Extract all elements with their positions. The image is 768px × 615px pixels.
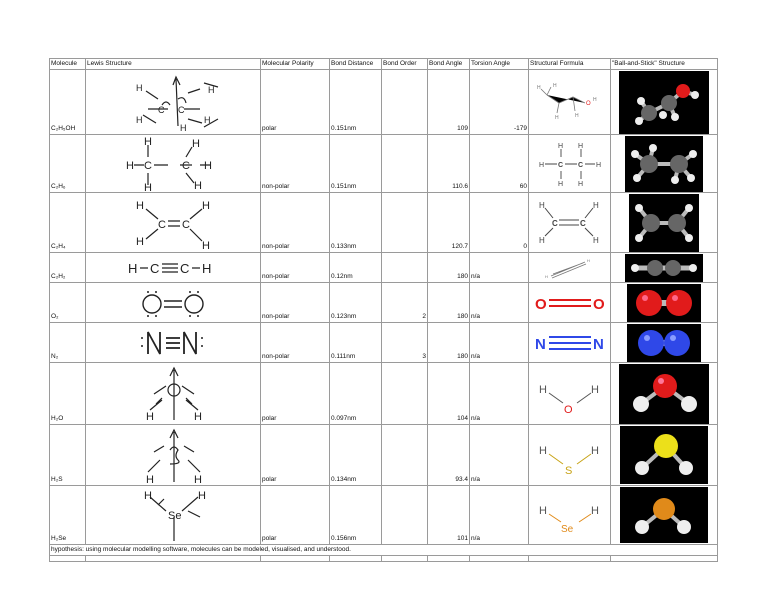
svg-text:N: N xyxy=(534,335,546,353)
blank-cell xyxy=(428,556,470,562)
svg-text:H: H xyxy=(204,159,212,172)
lewis-sketch xyxy=(86,135,261,193)
svg-text:H: H xyxy=(552,83,557,89)
angle-cell: 120.7 xyxy=(428,193,470,253)
order-cell xyxy=(382,425,428,486)
order-cell xyxy=(382,363,428,425)
blank-cell xyxy=(382,556,428,562)
order-cell xyxy=(382,193,428,253)
order-cell xyxy=(382,135,428,193)
water-model-icon xyxy=(619,364,709,424)
oxygen-model-icon xyxy=(627,284,701,322)
ethanol-model-icon xyxy=(619,71,709,134)
blank-cell xyxy=(470,556,529,562)
blank-cell xyxy=(86,556,261,562)
distance-cell: 0.151nm xyxy=(330,135,382,193)
svg-text:C: C xyxy=(551,218,558,228)
angle-cell: 109 xyxy=(428,70,470,135)
polarity-cell: non-polar xyxy=(261,135,330,193)
nitrogen-formula-icon xyxy=(531,325,609,361)
molecule-name: C₂H₂ xyxy=(50,253,86,283)
svg-text:H: H xyxy=(538,200,545,210)
polarity-cell: polar xyxy=(261,363,330,425)
distance-cell: 0.123nm xyxy=(330,283,382,323)
table-row xyxy=(50,70,718,135)
ethane-formula-icon xyxy=(531,139,609,189)
svg-text:H: H xyxy=(592,97,597,103)
svg-text:C: C xyxy=(577,161,583,169)
distance-cell: 0.12nm xyxy=(330,253,382,283)
header-order: Bond Order xyxy=(382,59,428,70)
svg-text:H: H xyxy=(144,136,152,148)
structural-formula xyxy=(529,425,611,486)
svg-text:H: H xyxy=(136,199,144,212)
header-structural: Structural Formula xyxy=(529,59,611,70)
svg-text:H: H xyxy=(202,260,212,276)
svg-text:H: H xyxy=(194,474,202,484)
table-row xyxy=(50,283,718,323)
svg-text:N: N xyxy=(592,335,604,353)
table-row xyxy=(50,135,718,193)
order-cell xyxy=(382,70,428,135)
structural-formula xyxy=(529,253,611,283)
lewis-sketch xyxy=(86,253,261,283)
lewis-sketch xyxy=(86,486,261,545)
structural-formula xyxy=(529,70,611,135)
structural-formula xyxy=(529,283,611,323)
distance-cell: 0.111nm xyxy=(330,323,382,363)
distance-cell: 0.097nm xyxy=(330,363,382,425)
lewis-ethene-icon xyxy=(118,195,228,251)
svg-text:H: H xyxy=(538,383,547,396)
svg-text:H: H xyxy=(128,260,138,276)
svg-text:C: C xyxy=(182,159,190,172)
torsion-cell: n/a xyxy=(470,486,529,545)
svg-text:O: O xyxy=(592,295,605,313)
structural-formula xyxy=(529,323,611,363)
torsion-cell: 0 xyxy=(470,193,529,253)
svg-text:O: O xyxy=(585,101,591,107)
h2s-formula-icon xyxy=(531,430,609,480)
ethyne-formula-icon xyxy=(531,254,609,282)
order-cell xyxy=(382,486,428,545)
molecule-name: O₂ xyxy=(50,283,86,323)
lewis-sketch xyxy=(86,70,261,135)
svg-text:H: H xyxy=(144,181,152,191)
svg-text:H: H xyxy=(208,85,215,95)
angle-cell: 104 xyxy=(428,363,470,425)
svg-text:H: H xyxy=(536,85,541,91)
polarity-cell: polar xyxy=(261,425,330,486)
table-row xyxy=(50,253,718,283)
table-row xyxy=(50,193,718,253)
svg-text:H: H xyxy=(586,257,590,263)
ball-stick-model xyxy=(611,323,718,363)
svg-text:H: H xyxy=(577,180,583,188)
lewis-sketch xyxy=(86,283,261,323)
svg-text:H: H xyxy=(592,235,599,245)
ball-stick-model xyxy=(611,135,718,193)
water-formula-icon xyxy=(531,369,609,419)
lewis-h2se-icon xyxy=(118,487,228,543)
nitrogen-model-icon xyxy=(627,324,701,362)
header-row xyxy=(50,59,718,70)
svg-text:C: C xyxy=(144,159,152,172)
ball-stick-model xyxy=(611,70,718,135)
lewis-ethyne-icon xyxy=(118,254,228,282)
lewis-water-icon xyxy=(118,364,228,424)
blank-row xyxy=(50,556,718,562)
svg-text:C: C xyxy=(158,105,165,115)
angle-cell: 180 xyxy=(428,283,470,323)
molecule-name: N₂ xyxy=(50,323,86,363)
ball-stick-model xyxy=(611,253,718,283)
svg-text:C: C xyxy=(182,218,190,231)
torsion-cell: n/a xyxy=(470,283,529,323)
order-cell: 2 xyxy=(382,283,428,323)
svg-text:H: H xyxy=(136,235,144,248)
svg-text:H: H xyxy=(194,410,202,423)
molecule-name: C₂H₅OH xyxy=(50,70,86,135)
ethanol-formula-icon xyxy=(531,77,609,127)
order-cell xyxy=(382,253,428,283)
hypothesis-text: hypothesis: using molecular modelling software, molecules can be modeled, visualised, and understood. xyxy=(50,545,718,556)
svg-text:H: H xyxy=(198,490,206,502)
svg-text:H: H xyxy=(202,199,210,212)
svg-text:H: H xyxy=(204,115,211,125)
svg-text:H: H xyxy=(538,161,544,169)
svg-text:H: H xyxy=(544,273,548,279)
torsion-cell: -179 xyxy=(470,70,529,135)
svg-text:H: H xyxy=(194,179,202,191)
ball-stick-model xyxy=(611,283,718,323)
header-ball-stick: "Ball-and-Stick" Structure xyxy=(611,59,718,70)
svg-text:C: C xyxy=(158,218,166,231)
polarity-cell: non-polar xyxy=(261,283,330,323)
ball-stick-model xyxy=(611,193,718,253)
angle-cell: 93.4 xyxy=(428,425,470,486)
hypothesis-row xyxy=(50,545,718,556)
svg-text:H: H xyxy=(574,113,579,119)
header-polarity: Molecular Polarity xyxy=(261,59,330,70)
ethane-model-icon xyxy=(625,136,703,192)
polarity-cell: non-polar xyxy=(261,193,330,253)
svg-text:H: H xyxy=(538,505,547,517)
svg-text:H: H xyxy=(144,490,152,502)
blank-cell xyxy=(330,556,382,562)
header-angle: Bond Angle xyxy=(428,59,470,70)
svg-text:O: O xyxy=(563,403,573,416)
svg-text:H: H xyxy=(577,142,583,150)
table-row xyxy=(50,363,718,425)
torsion-cell: 60 xyxy=(470,135,529,193)
lewis-sketch xyxy=(86,323,261,363)
polarity-cell: polar xyxy=(261,70,330,135)
distance-cell: 0.133nm xyxy=(330,193,382,253)
svg-text:H: H xyxy=(136,115,143,125)
oxygen-formula-icon xyxy=(531,285,609,321)
svg-text:C: C xyxy=(180,260,190,276)
svg-text:H: H xyxy=(557,142,563,150)
table-row xyxy=(50,486,718,545)
svg-text:H: H xyxy=(146,474,154,484)
torsion-cell: n/a xyxy=(470,253,529,283)
svg-text:C: C xyxy=(178,105,185,115)
svg-text:Se: Se xyxy=(560,524,573,535)
torsion-cell: n/a xyxy=(470,425,529,486)
structural-formula xyxy=(529,135,611,193)
distance-cell: 0.151nm xyxy=(330,70,382,135)
h2se-model-icon xyxy=(620,487,708,543)
order-cell: 3 xyxy=(382,323,428,363)
distance-cell: 0.156nm xyxy=(330,486,382,545)
svg-text:H: H xyxy=(557,180,563,188)
torsion-cell: n/a xyxy=(470,363,529,425)
header-lewis: Lewis Structure xyxy=(86,59,261,70)
angle-cell: 180 xyxy=(428,253,470,283)
angle-cell: 180 xyxy=(428,323,470,363)
lewis-ethane-icon xyxy=(118,137,228,191)
h2s-model-icon xyxy=(620,426,708,484)
svg-text:C: C xyxy=(150,260,160,276)
lewis-ethanol-icon xyxy=(118,71,228,133)
h2se-formula-icon xyxy=(531,490,609,540)
lewis-oxygen-icon xyxy=(118,284,228,322)
ethene-formula-icon xyxy=(531,196,609,250)
lewis-sketch xyxy=(86,193,261,253)
molecule-name: H₂O xyxy=(50,363,86,425)
table-row xyxy=(50,425,718,486)
svg-text:S: S xyxy=(564,465,572,477)
lewis-sketch xyxy=(86,363,261,425)
polarity-cell: polar xyxy=(261,486,330,545)
svg-text:H: H xyxy=(136,83,143,93)
svg-text:H: H xyxy=(590,445,599,457)
angle-cell: 110.6 xyxy=(428,135,470,193)
svg-text:H: H xyxy=(592,200,599,210)
table-row xyxy=(50,323,718,363)
ball-stick-model xyxy=(611,363,718,425)
header-molecule: Molecule xyxy=(50,59,86,70)
svg-text:H: H xyxy=(192,137,200,150)
svg-text:H: H xyxy=(595,161,601,169)
polarity-cell: non-polar xyxy=(261,323,330,363)
molecule-name: C₂H₄ xyxy=(50,193,86,253)
molecule-name: C₂H₆ xyxy=(50,135,86,193)
svg-text:H: H xyxy=(590,383,599,396)
blank-cell xyxy=(611,556,718,562)
structural-formula xyxy=(529,193,611,253)
svg-text:C: C xyxy=(557,161,563,169)
molecule-name: H₂S xyxy=(50,425,86,486)
blank-cell xyxy=(261,556,330,562)
blank-cell xyxy=(50,556,86,562)
header-distance: Bond Distance xyxy=(330,59,382,70)
svg-text:C: C xyxy=(579,218,586,228)
ball-stick-model xyxy=(611,486,718,545)
ethene-model-icon xyxy=(629,194,699,252)
ethyne-model-icon xyxy=(625,254,703,282)
ball-stick-model xyxy=(611,425,718,486)
angle-cell: 101 xyxy=(428,486,470,545)
svg-text:O: O xyxy=(534,295,547,313)
torsion-cell: n/a xyxy=(470,323,529,363)
blank-cell xyxy=(529,556,611,562)
svg-text:H: H xyxy=(538,235,545,245)
molecule-table xyxy=(49,58,718,562)
lewis-nitrogen-icon xyxy=(118,324,228,362)
structural-formula xyxy=(529,486,611,545)
lewis-sketch xyxy=(86,425,261,486)
svg-text:H: H xyxy=(126,159,134,172)
svg-text:H: H xyxy=(554,115,559,121)
structural-formula xyxy=(529,363,611,425)
svg-text:H: H xyxy=(146,410,154,423)
distance-cell: 0.134nm xyxy=(330,425,382,486)
header-torsion: Torsion Angle xyxy=(470,59,529,70)
molecule-name: H₂Se xyxy=(50,486,86,545)
polarity-cell: non-polar xyxy=(261,253,330,283)
svg-text:H: H xyxy=(538,445,547,457)
svg-text:H: H xyxy=(180,123,187,133)
svg-text:H: H xyxy=(590,505,599,517)
svg-text:Se: Se xyxy=(168,510,182,522)
lewis-h2s-icon xyxy=(118,426,228,484)
svg-text:H: H xyxy=(202,239,210,251)
